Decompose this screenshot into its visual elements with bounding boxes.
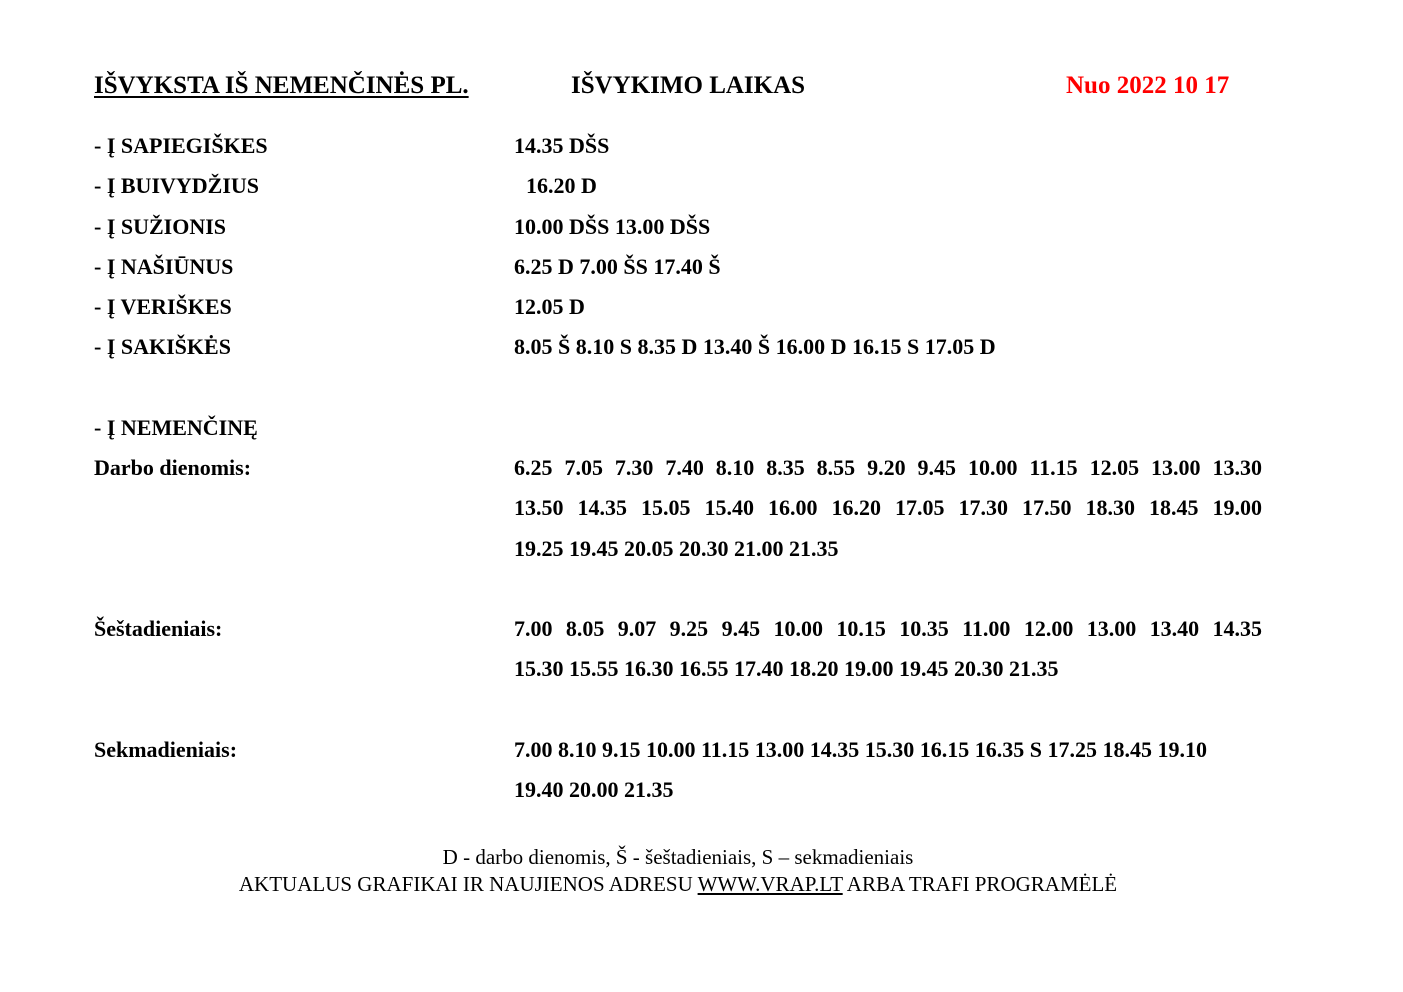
header-departure-time: IŠVYKIMO LAIKAS xyxy=(571,72,806,99)
time-entry: 12.05 xyxy=(1089,455,1140,480)
route-times: 10.00 DŠS 13.00 DŠS xyxy=(514,214,711,239)
route-destination: - Į NAŠIŪNUS xyxy=(94,254,234,279)
sunday-times-line1: 7.00 8.10 9.15 10.00 11.15 13.00 14.35 15.30 16.15 16.35 S 17.25 18.45 19.10 xyxy=(514,737,1208,762)
route-times: 8.05 Š 8.10 S 8.35 D 13.40 Š 16.00 D 16.15 S 17.05 D xyxy=(514,334,996,359)
time-entry: 18.45 xyxy=(1149,495,1199,520)
time-entry: 15.40 xyxy=(704,495,754,520)
time-entry: 8.55 xyxy=(816,455,856,480)
time-entry: 15.05 xyxy=(641,495,691,520)
header-origin: IŠVYKSTA IŠ NEMENČINĖS PL. xyxy=(94,72,469,99)
time-entry: 8.10 xyxy=(715,455,755,480)
time-entry: 9.20 xyxy=(867,455,906,480)
notice xyxy=(0,872,1356,897)
time-entry: 8.35 xyxy=(766,455,805,480)
time-entry: 13.40 xyxy=(1149,616,1200,641)
notice-text-after: ARBA TRAFI PROGRAMĖLĖ xyxy=(842,872,1118,896)
time-entry: 9.25 xyxy=(669,616,709,641)
time-entry: 11.00 xyxy=(962,616,1011,641)
weekdays-label: Darbo dienomis: xyxy=(94,455,252,480)
time-entry: 16.20 xyxy=(831,495,881,520)
time-entry: 10.00 xyxy=(967,455,1018,480)
header-valid-from: Nuo 2022 10 17 xyxy=(1066,72,1230,99)
time-entry: 10.00 xyxy=(773,616,823,641)
time-entry: 13.50 xyxy=(514,495,564,520)
time-entry: 17.50 xyxy=(1022,495,1072,520)
time-entry: 7.40 xyxy=(665,455,704,480)
weekdays-times-line2 xyxy=(514,495,1262,521)
weekdays-times-line3: 19.25 19.45 20.05 20.30 21.00 21.35 xyxy=(514,536,839,561)
time-entry: 14.35 xyxy=(1212,616,1262,641)
time-entry: 19.00 xyxy=(1212,495,1262,520)
route-destination: - Į SAPIEGIŠKES xyxy=(94,133,268,158)
route-destination: - Į VERIŠKES xyxy=(94,294,232,319)
legend: D - darbo dienomis, Š - šeštadieniais, S – sekmadieniais xyxy=(442,845,914,869)
time-entry: 9.45 xyxy=(721,616,761,641)
time-entry: 10.35 xyxy=(899,616,949,641)
route-destination: - Į SAKIŠKĖS xyxy=(94,334,231,359)
time-entry: 12.00 xyxy=(1023,616,1074,641)
time-entry: 17.30 xyxy=(958,495,1008,520)
route-times: 16.20 D xyxy=(526,173,597,198)
time-entry: 9.07 xyxy=(617,616,657,641)
time-entry: 18.30 xyxy=(1085,495,1135,520)
saturday-times-line2: 15.30 15.55 16.30 16.55 17.40 18.20 19.00 19.45 20.30 21.35 xyxy=(514,656,1059,681)
website-link[interactable]: WWW.VRAP.LT xyxy=(697,872,843,896)
sunday-label: Sekmadieniais: xyxy=(94,737,238,762)
weekdays-times-line1 xyxy=(514,455,1262,481)
saturday-label: Šeštadieniais: xyxy=(94,616,223,641)
route-times: 14.35 DŠS xyxy=(514,133,610,158)
notice-text-before: AKTUALUS GRAFIKAI IR NAUJIENOS ADRESU xyxy=(238,872,698,896)
time-entry: 7.00 xyxy=(514,616,553,641)
saturday-times-line1 xyxy=(514,616,1262,642)
time-entry: 9.45 xyxy=(917,455,956,480)
route-destination: - Į BUIVYDŽIUS xyxy=(94,173,260,198)
time-entry: 14.35 xyxy=(577,495,627,520)
time-entry: 13.30 xyxy=(1212,455,1262,480)
sunday-times-line2: 19.40 20.00 21.35 xyxy=(514,777,674,802)
time-entry: 13.00 xyxy=(1086,616,1137,641)
time-entry: 7.05 xyxy=(564,455,603,480)
time-entry: 17.05 xyxy=(895,495,945,520)
time-entry: 16.00 xyxy=(768,495,818,520)
time-entry: 7.30 xyxy=(614,455,654,480)
time-entry: 8.05 xyxy=(565,616,605,641)
route-times: 12.05 D xyxy=(514,294,585,319)
time-entry: 10.15 xyxy=(836,616,886,641)
route-times: 6.25 D 7.00 ŠS 17.40 Š xyxy=(514,254,721,279)
time-entry: 11.15 xyxy=(1029,455,1078,480)
time-entry: 6.25 xyxy=(514,455,553,480)
route-destination: - Į SUŽIONIS xyxy=(94,214,227,239)
nemencine-title: - Į NEMENČINĘ xyxy=(94,415,258,440)
time-entry: 13.00 xyxy=(1151,455,1201,480)
